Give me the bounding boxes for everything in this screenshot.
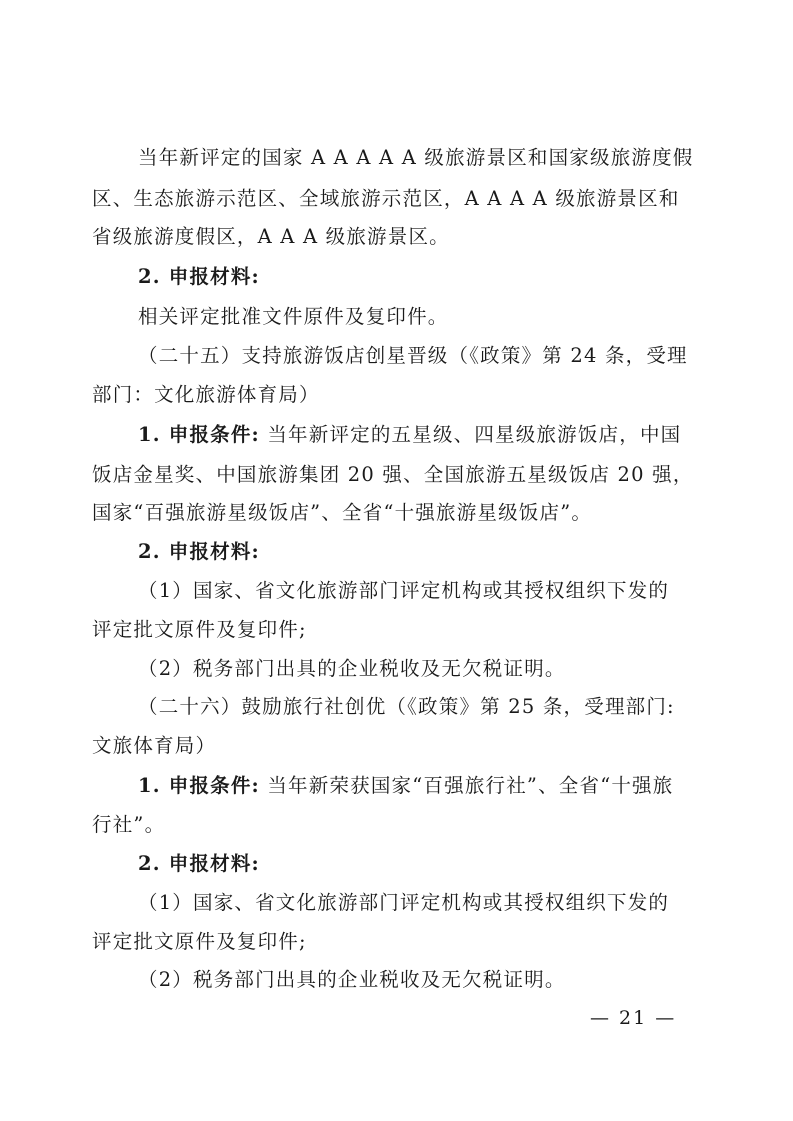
paragraph-line: （2）税务部门出具的企业税收及无欠税证明。	[138, 657, 566, 680]
paragraph-line: 当年新评定的国家 A A A A A 级旅游景区和国家级旅游度假	[138, 146, 694, 169]
paragraph-line: 饭店金星奖、中国旅游集团 20 强、全国旅游五星级饭店 20 强，	[92, 463, 694, 486]
page-number: — 21 —	[590, 1007, 677, 1029]
condition-label: 1. 申报条件:	[138, 774, 260, 797]
section-heading: 2. 申报材料:	[138, 540, 260, 563]
paragraph-line: 省级旅游度假区，A A A 级旅游景区。	[92, 225, 450, 248]
paragraph-line: 区、生态旅游示范区、全域旅游示范区，A A A A 级旅游景区和	[92, 187, 680, 210]
paragraph-line: （1）国家、省文化旅游部门评定机构或其授权组织下发的	[138, 891, 670, 914]
paragraph-line: 行社”。	[92, 813, 166, 836]
subsection-title-line: 部门：文化旅游体育局）	[92, 383, 320, 406]
subsection-title-line: （二十五）支持旅游饭店创星晋级（《政策》第 24 条，受理	[138, 344, 688, 367]
paragraph-line: 1. 申报条件: 当年新评定的五星级、四星级旅游饭店，中国	[138, 423, 682, 446]
section-heading: 2. 申报材料:	[138, 265, 260, 288]
paragraph-line: （1）国家、省文化旅游部门评定机构或其授权组织下发的	[138, 579, 670, 602]
subsection-title-line: （二十六）鼓励旅行社创优（《政策》第 25 条，受理部门:	[138, 695, 675, 718]
paragraph-line: 国家“百强旅游星级饭店”、全省“十强旅游星级饭店”。	[92, 501, 593, 524]
paragraph-line: 1. 申报条件: 当年新荣获国家“百强旅行社”、全省“十强旅	[138, 774, 674, 797]
subsection-title-line: 文旅体育局）	[92, 734, 217, 757]
paragraph-line: （2）税务部门出具的企业税收及无欠税证明。	[138, 968, 566, 991]
paragraph-line: 评定批文原件及复印件;	[92, 618, 307, 641]
condition-label: 1. 申报条件:	[138, 423, 260, 446]
paragraph-line: 相关评定批准文件原件及复印件。	[138, 305, 449, 328]
section-heading: 2. 申报材料:	[138, 852, 260, 875]
paragraph-line: 评定批文原件及复印件;	[92, 930, 307, 953]
